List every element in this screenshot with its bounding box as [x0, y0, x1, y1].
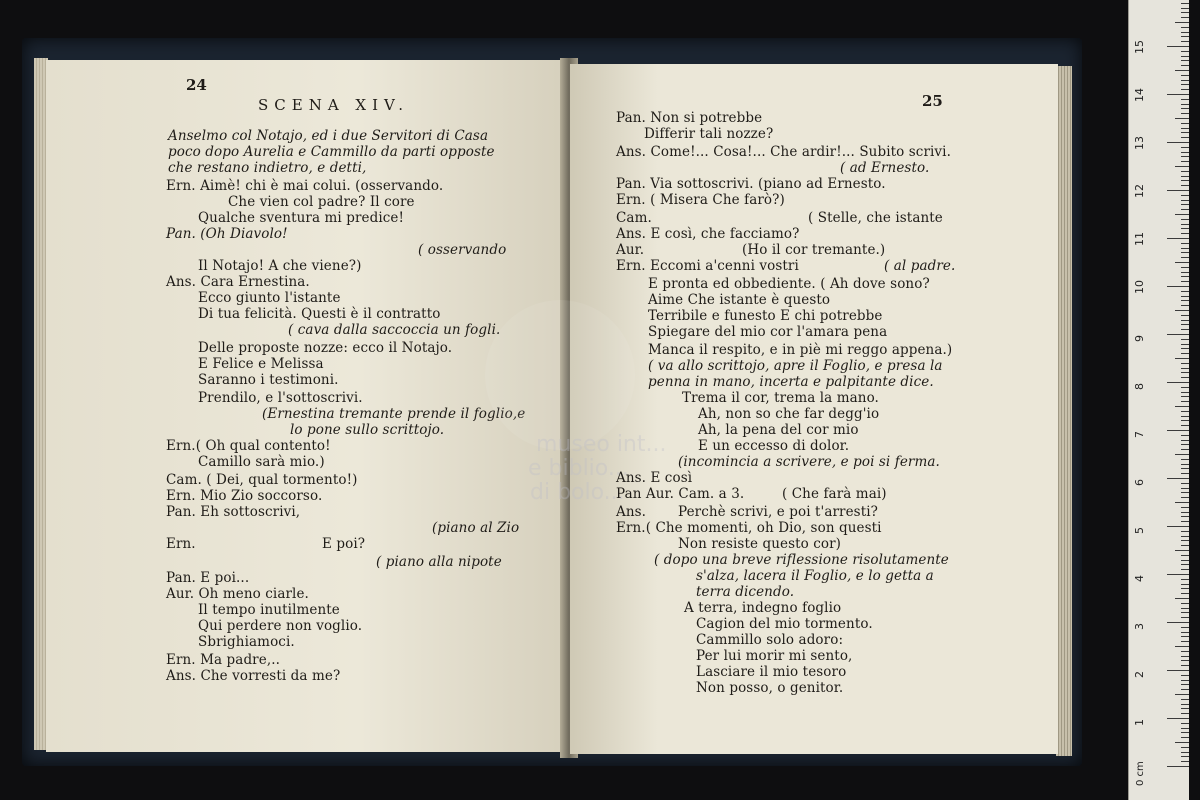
text-line: (incomincia a scrivere, e poi si ferma.: [678, 454, 940, 470]
ruler-tick: [1181, 732, 1189, 733]
ruler-tick: [1181, 512, 1189, 513]
watermark-line: museo int...: [536, 432, 667, 457]
ruler-number: 6: [1133, 479, 1146, 486]
text-line: Pan. Non si potrebbe: [616, 110, 763, 126]
ruler-tick: [1167, 430, 1189, 431]
ruler-tick: [1181, 612, 1189, 613]
ruler-tick: [1167, 382, 1189, 383]
ruler-tick: [1181, 300, 1189, 301]
ruler-number: 12: [1133, 184, 1146, 198]
ruler-tick: [1181, 243, 1189, 244]
ruler-tick: [1181, 267, 1189, 268]
ruler-tick: [1175, 214, 1189, 215]
ruler-number: 1: [1133, 719, 1146, 726]
watermark-line: di bolo...: [530, 480, 625, 505]
ruler-tick: [1175, 550, 1189, 551]
ruler-tick: [1175, 646, 1189, 647]
ruler-tick: [1181, 492, 1189, 493]
text-line: Camillo sarà mio.): [198, 454, 325, 470]
watermark-seal: [485, 300, 635, 450]
ruler-number: 3: [1133, 623, 1146, 630]
text-line: ( va allo scrittojo, apre il Foglio, e presa la: [648, 358, 943, 374]
ruler-tick: [1175, 70, 1189, 71]
ruler-tick: [1175, 22, 1189, 23]
ruler-tick: [1175, 694, 1189, 695]
ruler-tick: [1181, 516, 1189, 517]
ruler-tick: [1175, 358, 1189, 359]
text-line: ( cava dalla saccoccia un fogli.: [288, 322, 501, 338]
ruler-tick: [1181, 3, 1189, 4]
ruler-tick: [1181, 113, 1189, 114]
ruler-tick: [1181, 152, 1189, 153]
ruler-tick: [1181, 540, 1189, 541]
ruler-tick: [1167, 670, 1189, 671]
ruler-tick: [1175, 118, 1189, 119]
ruler-tick: [1175, 502, 1189, 503]
ruler-tick: [1167, 190, 1189, 191]
ruler-tick: [1181, 632, 1189, 633]
ruler-tick: [1181, 392, 1189, 393]
scene-heading: SCENA XIV.: [258, 96, 410, 114]
ruler-tick: [1181, 675, 1189, 676]
ruler-tick: [1181, 660, 1189, 661]
text-line: Ans. Cara Ernestina.: [166, 274, 310, 290]
ruler-tick: [1167, 526, 1189, 527]
text-line: penna in mano, incerta e palpitante dice.: [648, 374, 934, 390]
ruler-tick: [1181, 8, 1189, 9]
ruler-tick: [1181, 17, 1189, 18]
text-line: Trema il cor, trema la mano.: [682, 390, 879, 406]
ruler-tick: [1181, 84, 1189, 85]
ruler-tick: [1181, 680, 1189, 681]
ruler-tick: [1167, 766, 1189, 767]
text-line: Cam.: [616, 210, 652, 226]
ruler-tick: [1181, 276, 1189, 277]
text-line: Di tua felicità. Questi è il contratto: [198, 306, 441, 322]
ruler-number: 11: [1133, 232, 1146, 246]
ruler-tick: [1181, 80, 1189, 81]
text-line: Ans. Come!... Cosa!... Che ardir!... Subito scrivi.: [616, 144, 951, 160]
ruler-tick: [1167, 286, 1189, 287]
text-line: lo pone sullo scrittojo.: [290, 422, 445, 438]
ruler-number: 5: [1133, 527, 1146, 534]
ruler-tick: [1181, 104, 1189, 105]
ruler-tick: [1181, 536, 1189, 537]
ruler-tick: [1181, 665, 1189, 666]
ruler-tick: [1181, 353, 1189, 354]
ruler-tick: [1175, 310, 1189, 311]
ruler-tick: [1167, 574, 1189, 575]
text-line: Aur. Oh meno ciarle.: [166, 586, 309, 602]
text-line: Ern. ( Misera Che farò?): [616, 192, 785, 208]
ruler-tick: [1181, 320, 1189, 321]
ruler-tick: [1181, 387, 1189, 388]
page-edges-right: [1056, 66, 1072, 756]
ruler-tick: [1181, 305, 1189, 306]
ruler-tick: [1181, 372, 1189, 373]
ruler-tick: [1181, 147, 1189, 148]
ruler-tick: [1181, 488, 1189, 489]
ruler-tick: [1181, 555, 1189, 556]
ruler-tick: [1175, 742, 1189, 743]
ruler-tick: [1181, 473, 1189, 474]
ruler-tick: [1181, 281, 1189, 282]
right-page: [570, 64, 1058, 754]
ruler-tick: [1181, 440, 1189, 441]
text-line: Ecco giunto l'istante: [198, 290, 341, 306]
ruler-number: 8: [1133, 383, 1146, 390]
ruler-number: 2: [1133, 671, 1146, 678]
ruler-tick: [1181, 344, 1189, 345]
ruler-tick: [1167, 718, 1189, 719]
ruler-tick: [1181, 444, 1189, 445]
ruler-tick: [1181, 195, 1189, 196]
text-line: Pan. Via sottoscrivi. (piano ad Ernesto.: [616, 176, 886, 192]
ruler-tick: [1181, 603, 1189, 604]
text-line: E un eccesso di dolor.: [698, 438, 850, 454]
text-line: Cammillo solo adoro:: [696, 632, 844, 648]
ruler-tick: [1181, 641, 1189, 642]
ruler-tick: [1181, 75, 1189, 76]
ruler-tick: [1175, 598, 1189, 599]
ruler-number: 9: [1133, 335, 1146, 342]
ruler-tick: [1181, 32, 1189, 33]
text-line: Non posso, o genitor.: [696, 680, 844, 696]
ruler-tick: [1181, 65, 1189, 66]
ruler-tick: [1181, 128, 1189, 129]
ruler-tick: [1181, 584, 1189, 585]
ruler-tick: [1181, 747, 1189, 748]
ruler-tick: [1181, 396, 1189, 397]
ruler-tick: [1181, 156, 1189, 157]
text-line: Ern.: [166, 536, 196, 552]
ruler-tick: [1175, 166, 1189, 167]
ruler-tick: [1181, 315, 1189, 316]
text-line: Sbrighiamoci.: [198, 634, 295, 650]
ruler-tick: [1181, 272, 1189, 273]
ruler-tick: [1181, 761, 1189, 762]
ruler-tick: [1181, 377, 1189, 378]
ruler-tick: [1181, 123, 1189, 124]
measurement-ruler: [1128, 0, 1189, 800]
ruler-tick: [1167, 94, 1189, 95]
text-line: Ans.: [616, 504, 647, 520]
ruler-tick: [1181, 224, 1189, 225]
ruler-tick: [1175, 454, 1189, 455]
page-number-left: 24: [186, 76, 207, 94]
ruler-tick: [1181, 704, 1189, 705]
ruler-number: 14: [1133, 88, 1146, 102]
text-line: Ern. Eccomi a'cenni vostri: [616, 258, 799, 274]
ruler-tick: [1181, 161, 1189, 162]
ruler-tick: [1181, 176, 1189, 177]
text-line: che restano indietro, e detti,: [168, 160, 367, 176]
ruler-tick: [1167, 142, 1189, 143]
text-line: Pan Aur. Cam. a 3.: [616, 486, 745, 502]
ruler-tick: [1175, 406, 1189, 407]
ruler-tick: [1181, 627, 1189, 628]
page-number-right: 25: [922, 92, 943, 110]
ruler-tick: [1181, 416, 1189, 417]
ruler-tick: [1181, 248, 1189, 249]
text-line: E pronta ed obbediente. ( Ah dove sono?: [648, 276, 930, 292]
watermark-line: e biblio...: [528, 456, 629, 481]
ruler-tick: [1181, 684, 1189, 685]
ruler-tick: [1181, 329, 1189, 330]
ruler-tick: [1167, 478, 1189, 479]
ruler-tick: [1181, 132, 1189, 133]
text-line: Ern. Aimè! chi è mai colui. (osservando.: [166, 178, 444, 194]
ruler-tick: [1181, 99, 1189, 100]
ruler-tick: [1181, 425, 1189, 426]
text-line: Terribile e funesto E chi potrebbe: [648, 308, 883, 324]
text-line: ( Stelle, che istante: [808, 210, 943, 226]
text-line: Ans. Che vorresti da me?: [166, 668, 341, 684]
text-line: Aur.: [616, 242, 645, 258]
text-line: Ern. Mio Zio soccorso.: [166, 488, 323, 504]
text-line: ( al padre.: [884, 258, 956, 274]
ruler-tick: [1181, 41, 1189, 42]
text-line: poco dopo Aurelia e Cammillo da parti opposte: [168, 144, 495, 160]
ruler-tick: [1181, 708, 1189, 709]
ruler-tick: [1181, 171, 1189, 172]
text-line: s'alza, lacera il Foglio, e lo getta a: [696, 568, 934, 584]
text-line: Lasciare il mio tesoro: [696, 664, 847, 680]
text-line: Cam. ( Dei, qual tormento!): [166, 472, 358, 488]
ruler-tick: [1181, 180, 1189, 181]
ruler-tick: [1181, 560, 1189, 561]
text-line: Delle proposte nozze: ecco il Notajo.: [198, 340, 453, 356]
ruler-tick: [1181, 348, 1189, 349]
ruler-tick: [1181, 233, 1189, 234]
ruler-tick: [1181, 204, 1189, 205]
ruler-tick: [1181, 588, 1189, 589]
ruler-tick: [1181, 756, 1189, 757]
text-line: Pan. Eh sottoscrivi,: [166, 504, 301, 520]
text-line: Qualche sventura mi predice!: [198, 210, 405, 226]
ruler-tick: [1181, 185, 1189, 186]
ruler-tick: [1167, 238, 1189, 239]
ruler-tick: [1181, 723, 1189, 724]
ruler-tick: [1181, 296, 1189, 297]
ruler-tick: [1181, 56, 1189, 57]
ruler-tick: [1181, 713, 1189, 714]
ruler-tick: [1181, 651, 1189, 652]
text-line: Pan. E poi...: [166, 570, 250, 586]
ruler-number: 4: [1133, 575, 1146, 582]
ruler-tick: [1167, 622, 1189, 623]
ruler-tick: [1181, 531, 1189, 532]
ruler-tick: [1181, 36, 1189, 37]
ruler-tick: [1181, 27, 1189, 28]
ruler-tick: [1181, 569, 1189, 570]
ruler-tick: [1181, 60, 1189, 61]
text-line: Ans. E così, che facciamo?: [616, 226, 800, 242]
ruler-number: 10: [1133, 280, 1146, 294]
text-line: Prendilo, e l'sottoscrivi.: [198, 390, 363, 406]
ruler-tick: [1167, 46, 1189, 47]
ruler-tick: [1181, 617, 1189, 618]
ruler-tick: [1181, 324, 1189, 325]
text-line: Qui perdere non voglio.: [198, 618, 363, 634]
ruler-tick: [1181, 12, 1189, 13]
ruler-tick: [1181, 564, 1189, 565]
ruler-tick: [1181, 689, 1189, 690]
text-line: Manca il respito, e in piè mi reggo appena.): [648, 342, 953, 358]
text-line: Ern. Ma padre,..: [166, 652, 280, 668]
ruler-tick: [1181, 137, 1189, 138]
text-line: Aime Che istante è questo: [648, 292, 831, 308]
text-line: Cagion del mio tormento.: [696, 616, 873, 632]
ruler-tick: [1181, 252, 1189, 253]
text-line: ( dopo una breve riflessione risolutamente: [654, 552, 949, 568]
ruler-unit-label: 0 cm: [1135, 761, 1146, 786]
ruler-tick: [1181, 497, 1189, 498]
text-line: ( piano alla nipote: [376, 554, 502, 570]
ruler-tick: [1181, 521, 1189, 522]
ruler-tick: [1181, 51, 1189, 52]
left-page: [46, 60, 566, 752]
ruler-tick: [1181, 219, 1189, 220]
text-line: ( ad Ernesto.: [840, 160, 930, 176]
ruler-tick: [1181, 291, 1189, 292]
text-line: (Ho il cor tremante.): [742, 242, 886, 258]
text-line: Per lui morir mi sento,: [696, 648, 853, 664]
ruler-tick: [1181, 108, 1189, 109]
text-line: ( Che farà mai): [782, 486, 887, 502]
ruler-tick: [1181, 608, 1189, 609]
ruler-tick: [1181, 464, 1189, 465]
text-line: Spiegare del mio cor l'amara pena: [648, 324, 888, 340]
ruler-tick: [1181, 89, 1189, 90]
text-line: Che vien col padre? Il core: [228, 194, 415, 210]
text-line: Pan. (Oh Diavolo!: [166, 226, 288, 242]
ruler-tick: [1181, 459, 1189, 460]
ruler-tick: [1181, 752, 1189, 753]
text-line: Ah, non so che far degg'io: [698, 406, 880, 422]
ruler-tick: [1181, 656, 1189, 657]
ruler-tick: [1181, 368, 1189, 369]
ruler-tick: [1181, 200, 1189, 201]
ruler-tick: [1181, 363, 1189, 364]
text-line: ( osservando: [418, 242, 507, 258]
ruler-tick: [1181, 636, 1189, 637]
ruler-tick: [1181, 728, 1189, 729]
ruler-tick: [1181, 420, 1189, 421]
ruler-tick: [1181, 228, 1189, 229]
text-line: Anselmo col Notajo, ed i due Servitori di Casa: [168, 128, 489, 144]
text-line: Perchè scrivi, e poi t'arresti?: [678, 504, 878, 520]
ruler-tick: [1181, 483, 1189, 484]
text-line: Differir tali nozze?: [644, 126, 774, 142]
text-line: (piano al Zio: [432, 520, 520, 536]
ruler-number: 7: [1133, 431, 1146, 438]
ruler-tick: [1181, 209, 1189, 210]
text-line: Ern.( Oh qual contento!: [166, 438, 331, 454]
ruler-number: 15: [1133, 40, 1146, 54]
text-line: terra dicendo.: [696, 584, 795, 600]
text-line: A terra, indegno foglio: [684, 600, 842, 616]
text-line: Il Notajo! A che viene?): [198, 258, 362, 274]
ruler-tick: [1181, 699, 1189, 700]
ruler-tick: [1181, 339, 1189, 340]
ruler-tick: [1181, 579, 1189, 580]
ruler-tick: [1181, 411, 1189, 412]
text-line: Ans. E così: [616, 470, 693, 486]
ruler-number: 13: [1133, 136, 1146, 150]
text-line: E Felice e Melissa: [198, 356, 324, 372]
ruler-tick: [1175, 262, 1189, 263]
ruler-tick: [1181, 435, 1189, 436]
text-line: Non resiste questo cor): [678, 536, 842, 552]
text-line: Il tempo inutilmente: [198, 602, 340, 618]
ruler-tick: [1181, 545, 1189, 546]
text-line: E poi?: [322, 536, 366, 552]
ruler-tick: [1181, 737, 1189, 738]
text-line: Saranno i testimoni.: [198, 372, 339, 388]
ruler-tick: [1181, 257, 1189, 258]
ruler-tick: [1181, 593, 1189, 594]
ruler-tick: [1181, 468, 1189, 469]
ruler-tick: [1181, 401, 1189, 402]
text-line: Ah, la pena del cor mio: [698, 422, 859, 438]
ruler-tick: [1181, 449, 1189, 450]
ruler-tick: [1167, 334, 1189, 335]
text-line: Ern.( Che momenti, oh Dio, son questi: [616, 520, 882, 536]
ruler-tick: [1181, 507, 1189, 508]
text-line: (Ernestina tremante prende il foglio,e: [262, 406, 526, 422]
